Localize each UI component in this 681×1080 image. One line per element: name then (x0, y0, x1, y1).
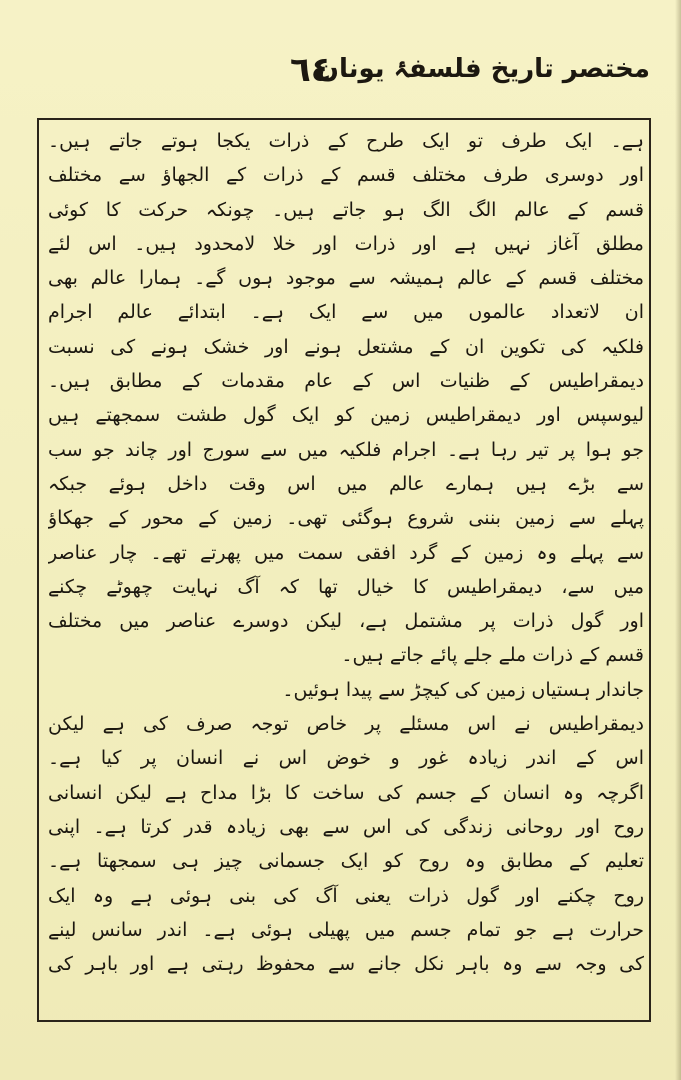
text-line: روح چکنے اور گول ذرات یعنی آگ کی بنی ہوئی ہے وہ ایک (48, 884, 644, 907)
text-line: پہلے سے زمین بننی شروع ہوگئی تھی۔ زمین کے محور کے جھکاؤ (48, 507, 644, 530)
page-edge-shadow (675, 0, 681, 1080)
text-line: ان لاتعداد عالموں میں سے ایک ہے۔ ابتدائے عالم اجرام (48, 301, 644, 324)
text-line: حرارت ہے جو تمام جسم میں پھیلی ہوئی ہے۔ اندر سانس لینے (48, 918, 644, 941)
text-line: قسم کے ذرات ملے جلے پائے جاتے ہیں۔ (341, 644, 644, 667)
page-number: ٦٤ (290, 50, 332, 90)
text-line: مطلق آغاز نہیں ہے اور ذرات اور خلا لامحدود ہیں۔ اس لئے (48, 232, 644, 255)
text-line: اور دوسری طرف مختلف قسم کے ذرات کے الجھاؤ سے مختلف (48, 164, 644, 187)
text-line: سے پہلے وہ زمین کے گرد افقی سمت میں پھرتے تھے۔ چار عناصر (48, 541, 644, 564)
text-line: مختلف قسم کے عالم ہمیشہ سے موجود ہوں گے۔ ہمارا عالم بھی (48, 267, 644, 290)
text-line: فلکیہ کی تکوین ان کے مشتعل ہونے اور خشک ہونے کی نسبت (48, 335, 644, 358)
text-line: اگرچہ وہ انسان کے جسم کی ساخت کا بڑا مداح ہے لیکن انسانی (48, 781, 644, 804)
page-header (40, 50, 650, 100)
text-line: کی وجہ سے وہ باہر نکل جانے سے محفوظ رہتی ہے اور باہر کی (48, 953, 644, 976)
running-title: مختصر تاریخ فلسفۂ یونان (316, 54, 650, 84)
body-text (48, 124, 644, 981)
text-line: اور گول ذرات پر مشتمل ہے، لیکن دوسرے عناصر میں مختلف (48, 610, 644, 633)
text-line: لیوسپس اور دیمقراطیس زمین کو ایک گول طشت سمجھتے ہیں (48, 404, 644, 427)
text-line: ہے۔ ایک طرف تو ایک طرح کے ذرات یکجا ہوتے جاتے ہیں۔ (48, 130, 644, 152)
text-line: میں سے، دیمقراطیس کا خیال تھا کہ آگ نہایت چھوٹے چکنے (48, 575, 644, 598)
text-line: روح اور روحانی زندگی کی اس سے بھی زیادہ قدر کرتا ہے۔ اپنی (48, 815, 644, 838)
text-line: جو ہوا پر تیر رہا ہے۔ اجرام فلکیہ میں سے سورج اور چاند جو سب (48, 438, 644, 461)
text-line: قسم کے عالم الگ الگ ہو جاتے ہیں۔ چونکہ حرکت کا کوئی (48, 198, 644, 221)
text-line: دیمقراطیس کے ظنیات اس کے عام مقدمات کے مطابق ہیں۔ (48, 370, 644, 393)
text-line: سے بڑے ہیں ہمارے عالم میں اس وقت داخل ہوئے جبکہ (48, 472, 644, 495)
text-line: دیمقراطیس نے اس مسئلے پر خاص توجہ صرف کی ہے لیکن (48, 713, 644, 736)
text-line: تعلیم کے مطابق وہ روح کو ایک جسمانی چیز ہی سمجھتا ہے۔ (48, 850, 644, 873)
text-line: جاندار ہستیاں زمین کی کیچڑ سے پیدا ہوئیں۔ (282, 678, 644, 701)
text-line: اس کے اندر زیادہ غور و خوض اس نے انسان پر کیا ہے۔ (48, 747, 644, 770)
